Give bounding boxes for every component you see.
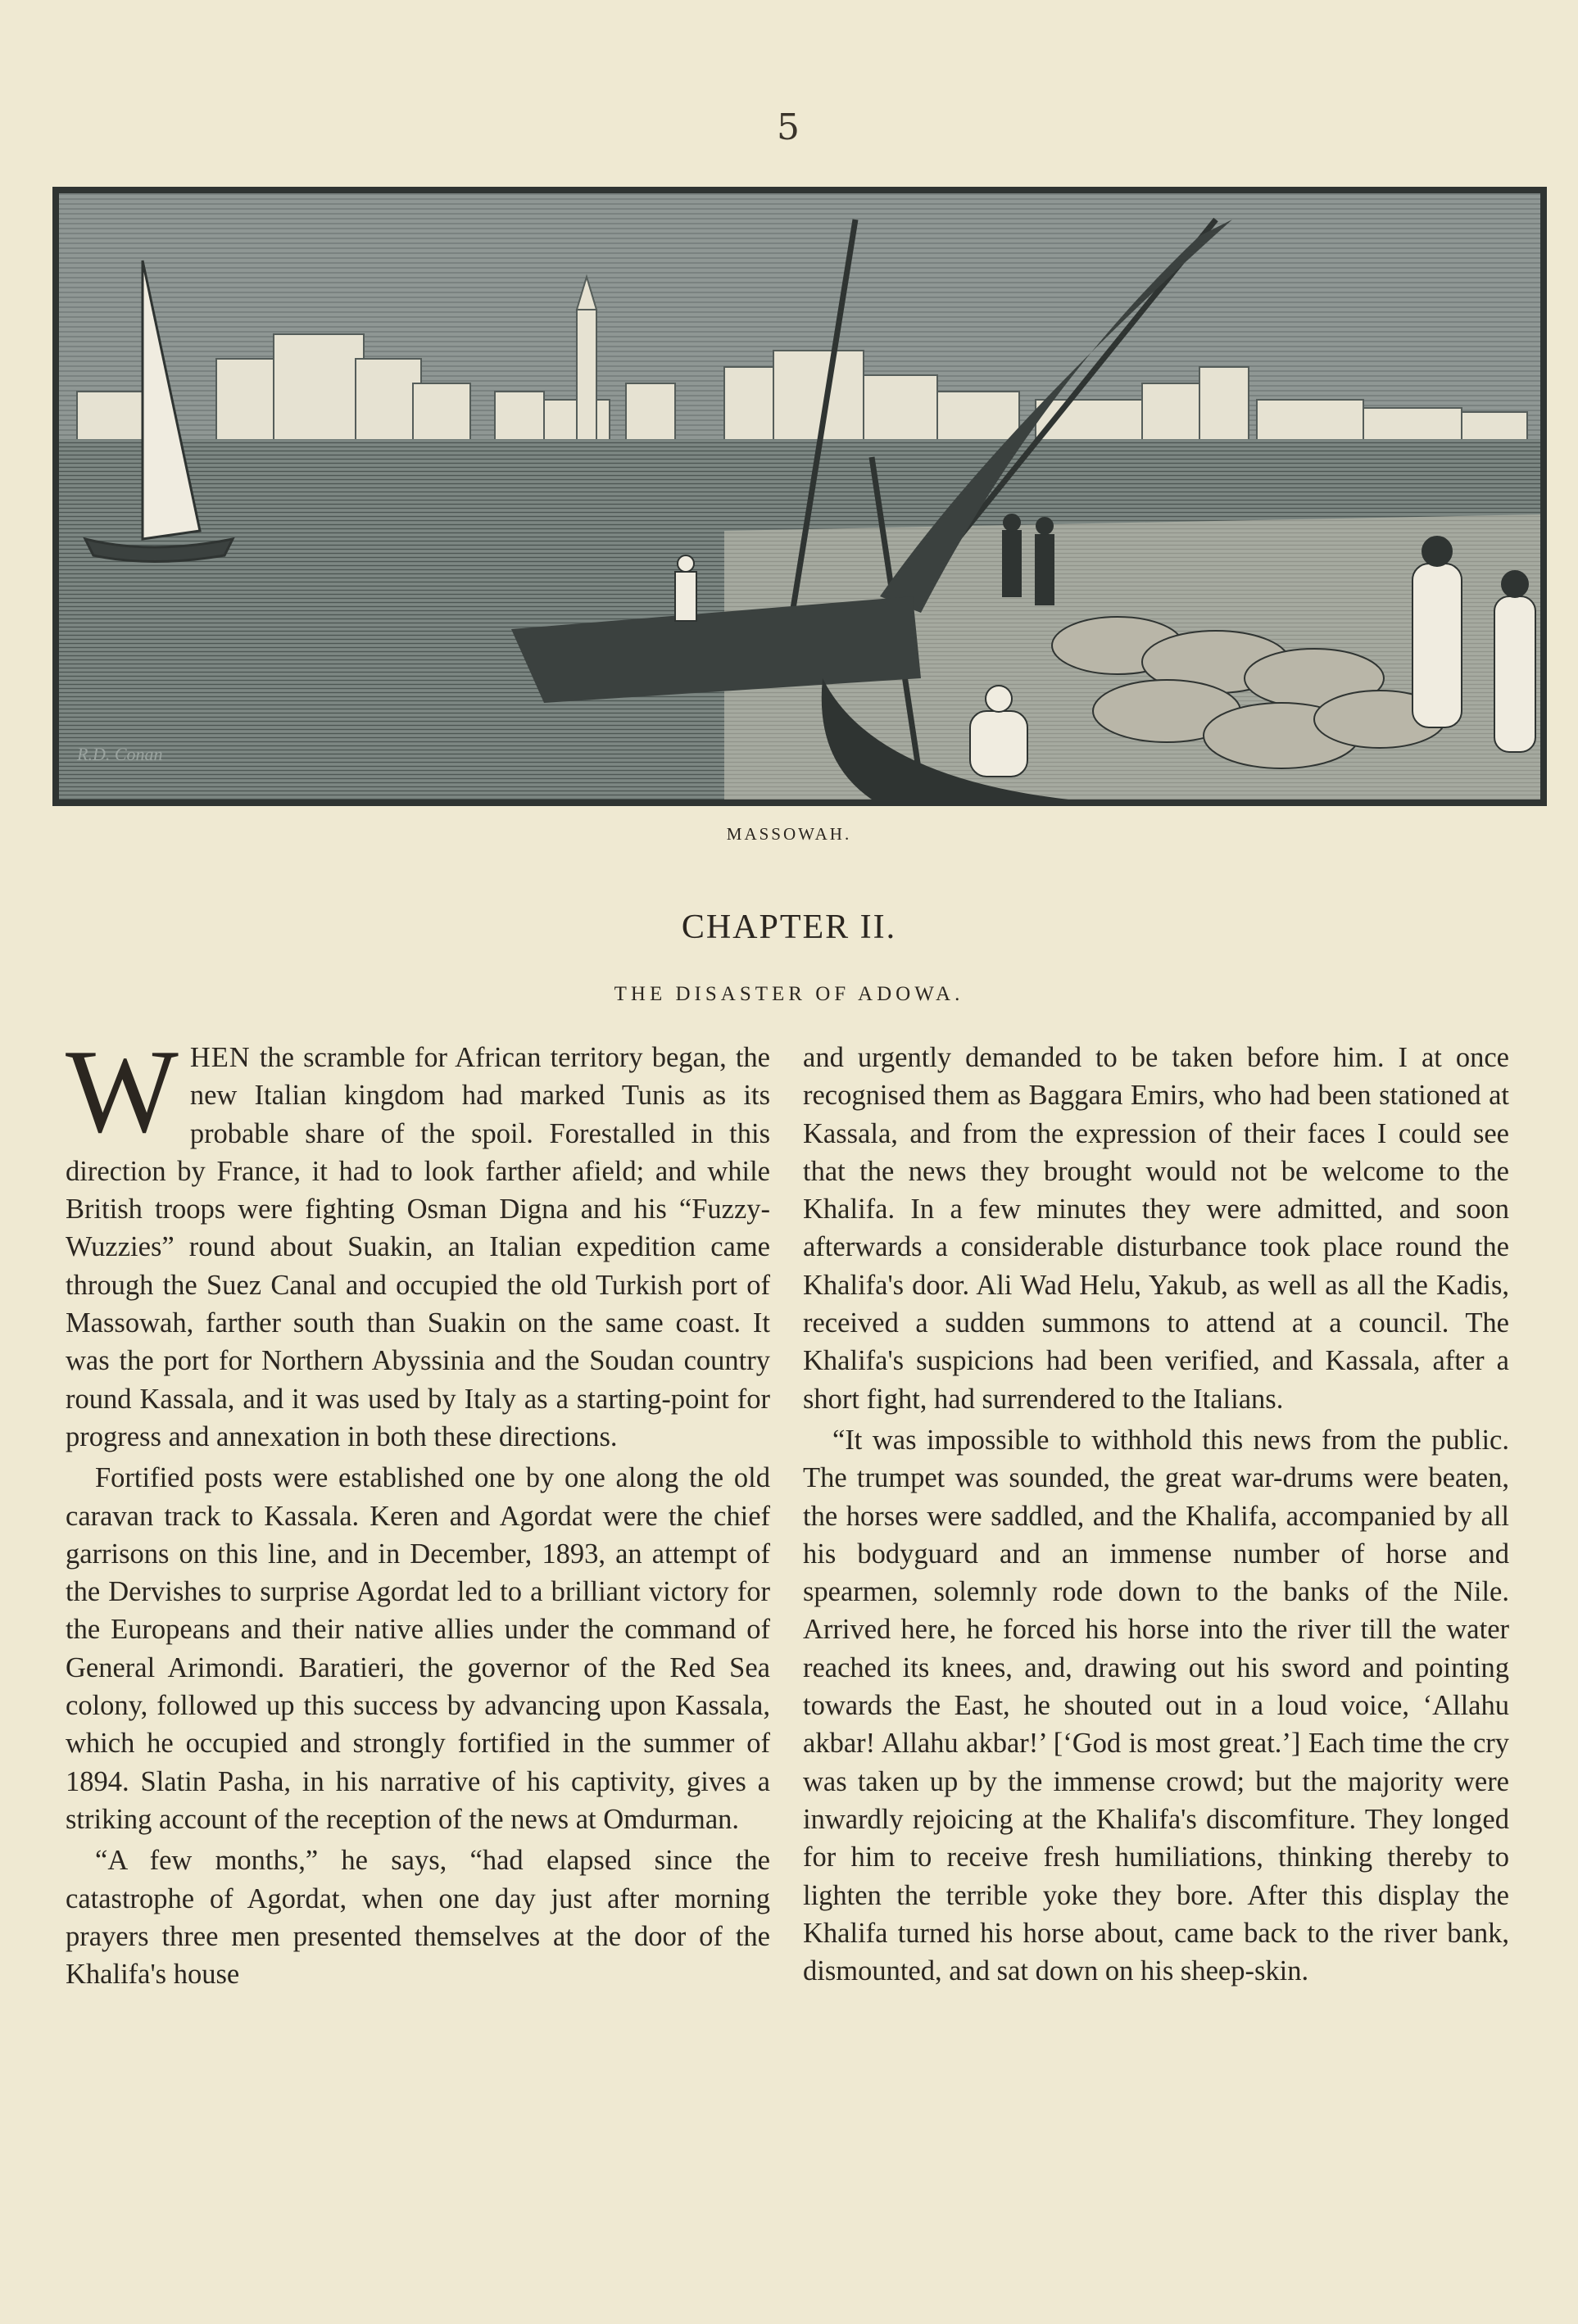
- paragraph-1: [66, 1025, 770, 1456]
- text-column-left: [66, 1025, 770, 1993]
- paragraph-5: “It was impossible to withhold this news from the public. The trumpet was sounded, the great war-drums were beaten, the horses were saddled, and the Khalifa, accompanied by all his bodyguard and an immense number of horse and spearmen, solemnly rode down to the banks of the Nile. Arrived here, he forced his horse into the river till the water reached its knees, and, drawing out his sword and pointing towards the East, he shouted out in a loud voice, ‘Allahu akbar! Allahu akbar!’ [‘God is most great.’] Each time the cry was taken up by the immense crowd; but the majority were inwardly rejoicing at the Khalifa's discomfiture. They longed for him to receive fresh humiliations, thinking thereby to lighten the terrible yoke they bore. After this display the Khalifa turned his horse about, came back to the river bank, dismounted, and sat down on his sheep-skin.: [803, 1424, 1509, 1987]
- drop-cap: W: [66, 1025, 179, 1157]
- chapter-title: THE DISASTER OF ADOWA.: [614, 983, 964, 1005]
- chapter-number: CHAPTER II.: [681, 908, 897, 946]
- svg-text:R.D. Conan: R.D. Conan: [77, 744, 163, 764]
- page-number: 5: [777, 106, 801, 148]
- paragraph-3: “A few months,” he says, “had elapsed since the catastrophe of Agordat, when one day just after morning prayers three men presented themselves at the door of the Khalifa's house: [66, 1845, 770, 1991]
- harbour-scene-illustration: [52, 187, 1547, 806]
- figure-caption: MASSOWAH.: [726, 824, 852, 844]
- minaret: [577, 310, 596, 441]
- paragraph-1-text: the scramble for African territory began, the new Italian kingdom had marked Tunis as its probable share of the spoil. Forestalled in this direction by France, it had to look farther afield; and while British troops were fighting Osman Digna and his “Fuzzy-Wuzzies” round about Suakin, an Italian expedition came through the Suez Canal and occupied the old Turkish port of Massowah, farther south than Suakin on the same coast. It was the port for Northern Abyssinia and the Soudan country round Kassala, and it was used by Italy as a starting-point for progress and annexation in both these directions.: [66, 1042, 770, 1452]
- massowah-engraving: [52, 187, 1547, 806]
- opening-word: HEN: [189, 1042, 251, 1073]
- paragraph-2: Fortified posts were established one by one along the old caravan track to Kassala. Keren and Agordat were the chief garrisons on this line, and in December, 1893, an attempt of the Dervishes to surprise Agordat led to a brilliant victory for the Europeans and their native allies under the command of General Arimondi. Baratieri, the governor of the Red Sea colony, followed up this success by advancing upon Kassala, which he occupied and strongly fortified in the summer of 1894. Slatin Pasha, in his narrative of his captivity, gives a striking account of the reception of the news at Omdurman.: [66, 1462, 770, 1835]
- paragraph-4: and urgently demanded to be taken before him. I at once recognised them as Baggara Emirs, who had been stationed at Kassala, and from the expression of their faces I could see that the news they brought would not be welcome to the Khalifa. In a few minutes they were admitted, and soon afterwards a considerable disturbance took place round the Khalifa's door. Ali Wad Helu, Yakub, as well as all the Kadis, received a sudden summons to attend at a council. The Khalifa's suspicions had been verified, and Kassala, after a short fight, had surrendered to the Italians.: [803, 1042, 1509, 1415]
- text-column-right: [803, 1039, 1509, 1990]
